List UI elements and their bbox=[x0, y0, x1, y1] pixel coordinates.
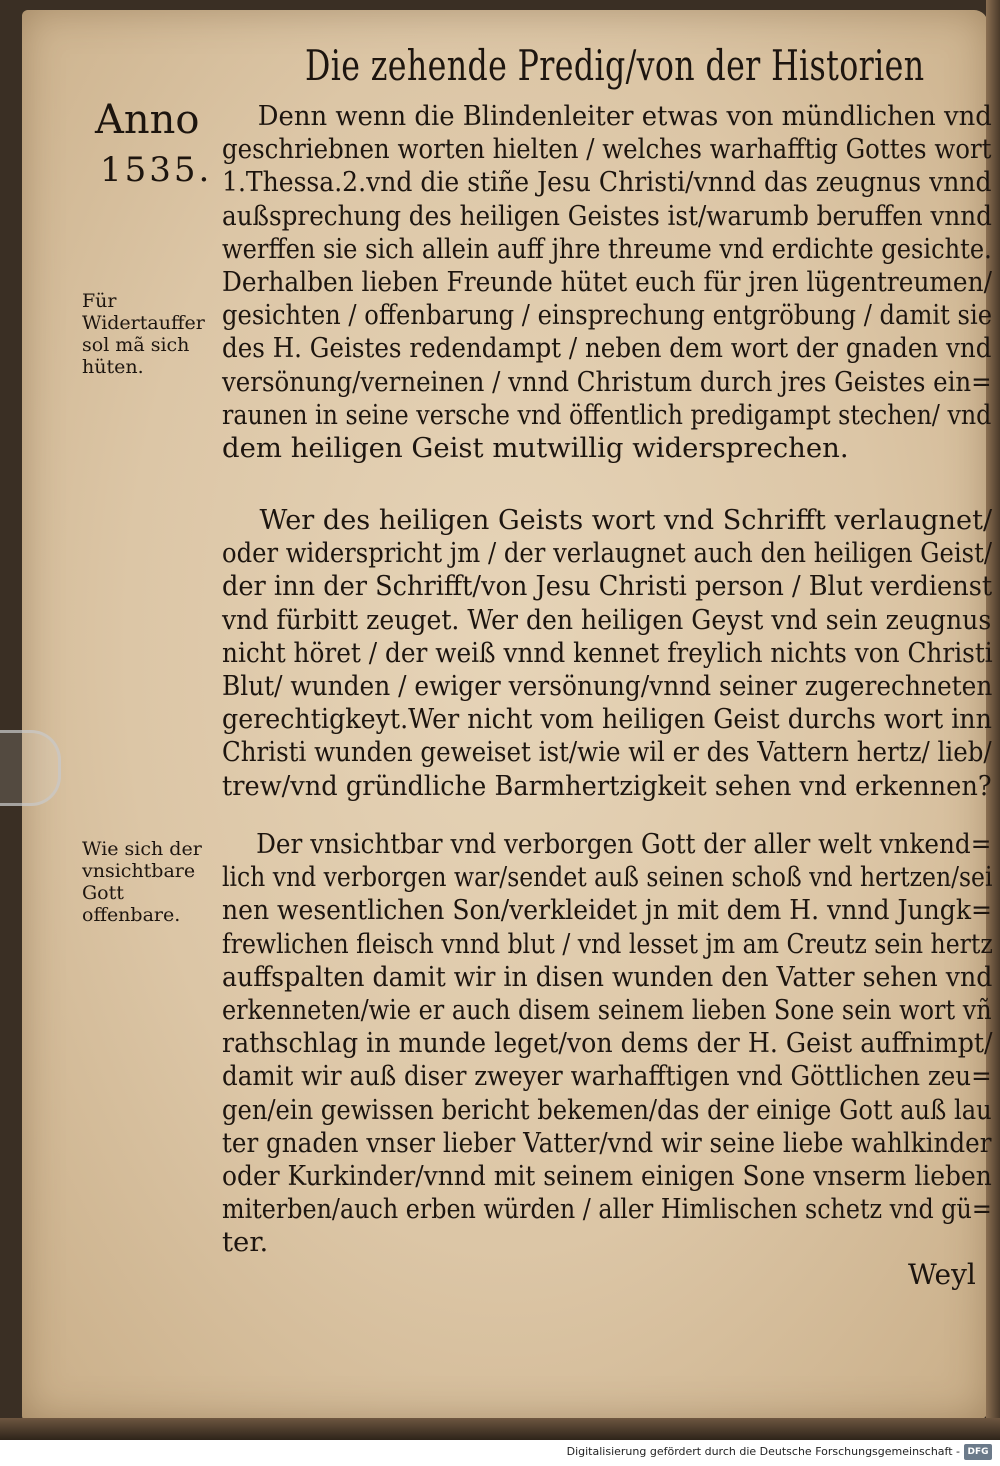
text-line: Derhalben lieben Freunde hütet euch für jren lügentreumen/ bbox=[222, 266, 992, 299]
year-label: 1535. bbox=[100, 150, 213, 190]
text-line: Wer des heiligen Geists wort vnd Schrifft verlaugnet/ bbox=[259, 504, 993, 536]
text-line: gen/ein gewissen bericht bekemen/das der einige Gott auß lau bbox=[222, 1093, 992, 1126]
text-line: nicht höret / der weiß vnnd kennet freylich nichts von Christi bbox=[222, 636, 993, 669]
text-line: des H. Geistes redendampt / neben dem wort der gnaden vnd bbox=[222, 332, 992, 365]
text-line: werffen sie sich allein auff jhre threume vnd erdichte gesichte. bbox=[222, 232, 992, 265]
anno-label: Anno bbox=[95, 97, 200, 143]
footer-bar bbox=[0, 1440, 1000, 1466]
text-line: ter. bbox=[222, 1226, 269, 1259]
paragraph-1 bbox=[222, 100, 992, 465]
page-clip bbox=[0, 730, 61, 806]
text-line: rathschlag in munde leget/von dems der H. Geist auffnimpt/ bbox=[222, 1027, 993, 1060]
text-line: versönung/verneinen / vnnd Christum durch jres Geistes ein= bbox=[222, 365, 992, 398]
text-line: dem heiligen Geist mutwillig widersprechen. bbox=[222, 432, 849, 465]
text-line: oder widerspricht jm / der verlaugnet auch den heiligen Geist/ bbox=[222, 537, 993, 570]
text-line: ter gnaden vnser lieber Vatter/vnd wir seine liebe wahlkinder bbox=[222, 1126, 992, 1159]
text-line: vnd fürbitt zeuget. Wer den heiligen Geyst vnd sein zeugnus bbox=[222, 603, 992, 636]
text-line: oder Kurkinder/vnnd mit seinem einigen Sone vnserm lieben bbox=[222, 1160, 992, 1193]
text-line: der inn der Schrifft/von Jesu Christi person / Blut verdienst bbox=[222, 570, 993, 603]
text-line: außsprechung des heiligen Geistes ist/warumb beruffen vnnd bbox=[222, 199, 992, 232]
text-line: damit wir auß diser zweyer warhafftigen vnd Göttlichen zeu= bbox=[222, 1060, 992, 1093]
text-line: raunen in seine versche vnd öffentlich predigampt stechen/ vnd bbox=[222, 398, 992, 431]
paragraph-2 bbox=[222, 504, 992, 803]
text-line: trew/vnd gründliche Barmhertzigkeit sehen vnd erkennen? bbox=[222, 769, 992, 802]
text-line: geschriebnen worten hielten / welches warhafftig Gottes wort bbox=[222, 133, 992, 166]
text-line: nen wesentlichen Son/verkleidet jn mit dem H. vnnd Jungk= bbox=[222, 894, 993, 927]
text-line: auffspalten damit wir in disen wunden den Vatter sehen vnd bbox=[222, 960, 993, 993]
footer-credit: Digitalisierung gefördert durch die Deutsche Forschungsgemeinschaft - bbox=[566, 1445, 960, 1458]
text-line: 1.Thessa.2.vnd die stiñe Jesu Christi/vnnd das zeugnus vnnd bbox=[222, 166, 992, 199]
margin-note-widertauffer: Für Widertauffer sol mã sich hüten. bbox=[82, 290, 205, 378]
margin-note-gott-offenbare: Wie sich der vnsichtbare Gott offenbare. bbox=[82, 838, 202, 926]
paragraph-3 bbox=[222, 828, 992, 1260]
text-line: gerechtigkeyt.Wer nicht vom heiligen Geist durchs wort inn bbox=[222, 703, 992, 736]
text-line: Denn wenn die Blindenleiter etwas von mündlichen vnd bbox=[257, 100, 992, 132]
dfg-logo: DFG bbox=[964, 1444, 992, 1460]
running-title: Die zehende Predig/von der Historien bbox=[305, 41, 925, 90]
text-line: Blut/ wunden / ewiger versönung/vnnd seiner zugerechneten bbox=[222, 670, 993, 703]
text-line: miterben/auch erben würden / aller Himlischen schetz vnd gü= bbox=[222, 1193, 992, 1226]
text-line: gesichten / offenbarung / einsprechung entgröbung / damit sie bbox=[222, 299, 993, 332]
text-line: lich vnd verborgen war/sendet auß seinen schoß vnd hertzen/sei bbox=[222, 861, 993, 894]
text-line: Christi wunden geweiset ist/wie wil er des Vattern hertz/ lieb/ bbox=[222, 736, 992, 769]
catchword: Weyl bbox=[908, 1258, 976, 1291]
text-line: erkenneten/wie er auch disem seinem lieben Sone sein wort vñ bbox=[222, 994, 992, 1027]
text-line: frewlichen fleisch vnnd blut / vnd lesset jm am Creutz sein hertz bbox=[222, 927, 993, 960]
page-edge-bottom bbox=[0, 1418, 1000, 1440]
text-line: Der vnsichtbar vnd verborgen Gott der aller welt vnkend= bbox=[256, 828, 992, 860]
